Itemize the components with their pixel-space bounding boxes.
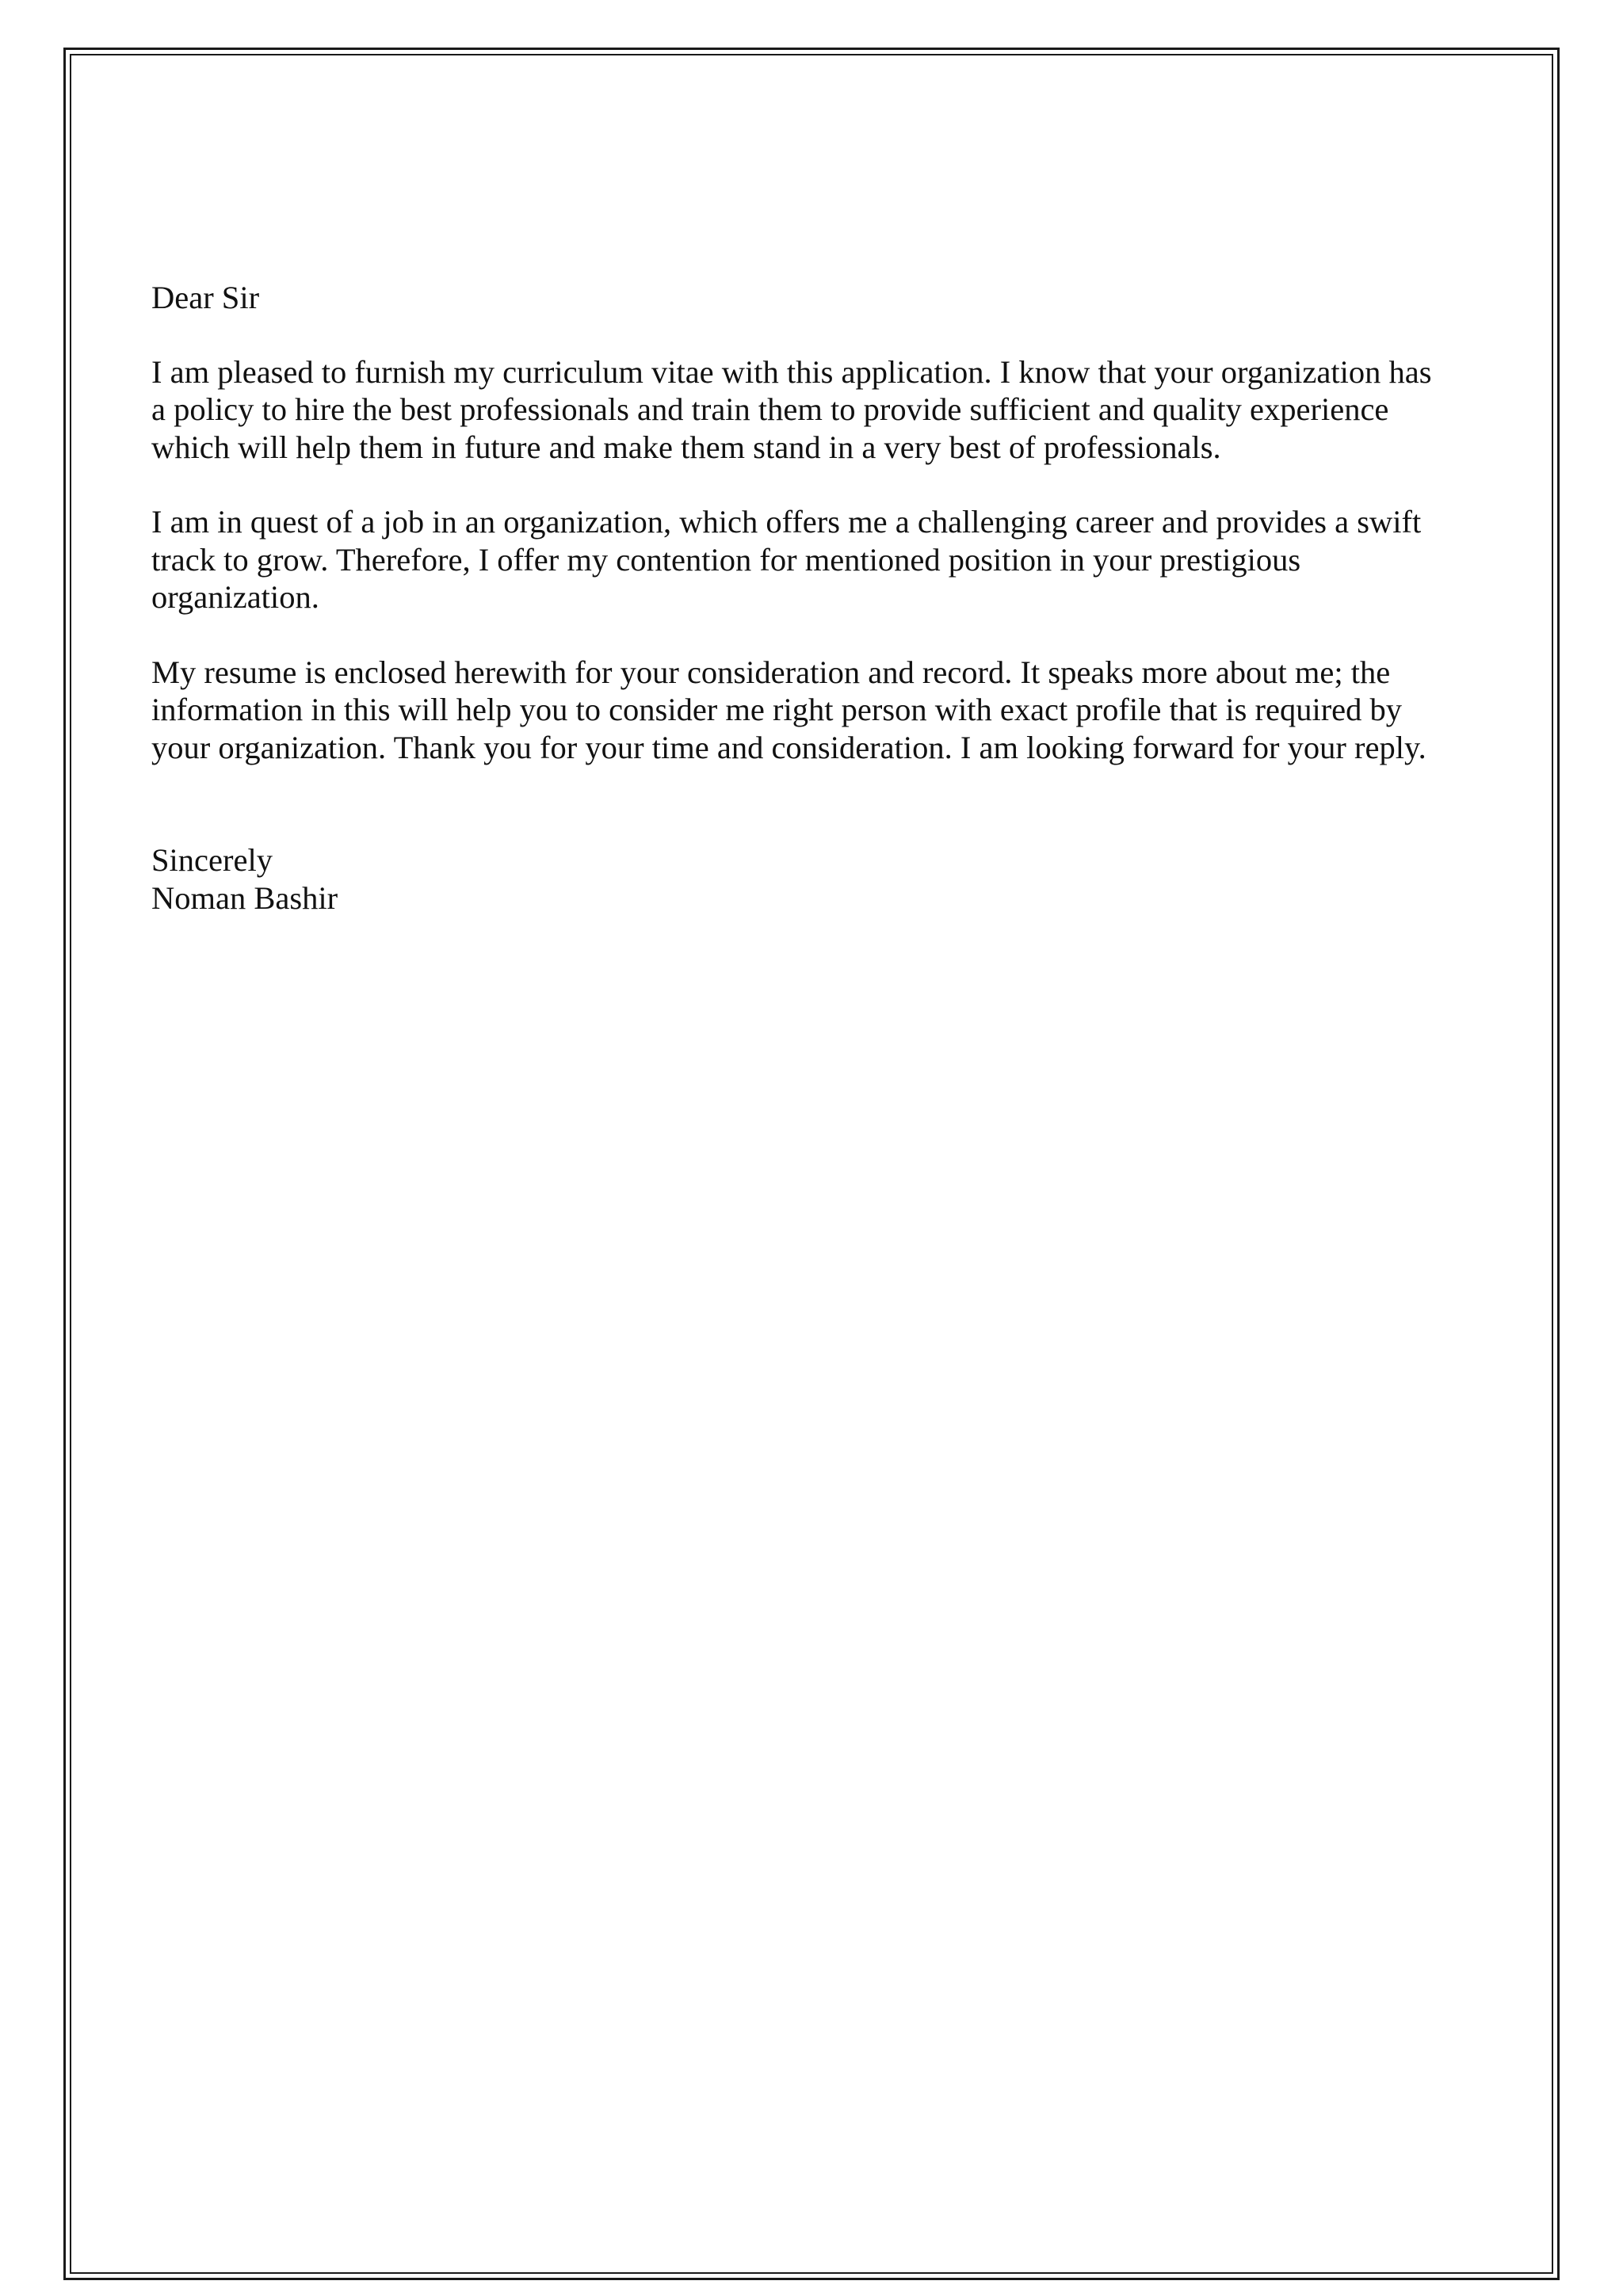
paragraph-line: organization. xyxy=(151,579,319,615)
closing: Sincerely xyxy=(151,842,273,878)
paragraph-line: a policy to hire the best professionals and train them to provide sufficient and quality experience xyxy=(151,391,1389,427)
paragraph-line: information in this will help you to consider me right person with exact profile that is required by xyxy=(151,692,1403,727)
paragraph-line: which will help them in future and make them stand in a very best of professionals. xyxy=(151,429,1221,465)
paragraph-line: My resume is enclosed herewith for your consideration and record. It speaks more about me; the xyxy=(151,654,1391,690)
signature-name: Noman Bashir xyxy=(151,879,338,916)
salutation: Dear Sir xyxy=(151,280,260,315)
paragraph-line: I am pleased to furnish my curriculum vitae with this application. I know that your organization has xyxy=(151,353,1432,390)
paragraph-1 xyxy=(151,353,1499,467)
paragraph-2 xyxy=(151,503,1499,616)
paragraph-3 xyxy=(151,654,1499,767)
closing-block xyxy=(151,841,1499,917)
paragraph-line: track to grow. Therefore, I offer my contention for mentioned position in your prestigious xyxy=(151,541,1301,578)
paragraph-line: your organization. Thank you for your time and consideration. I am looking forward for your reply. xyxy=(151,729,1426,765)
paragraph-line: I am in quest of a job in an organization, which offers me a challenging career and provides a swift xyxy=(151,504,1422,540)
cover-letter xyxy=(151,279,1499,917)
